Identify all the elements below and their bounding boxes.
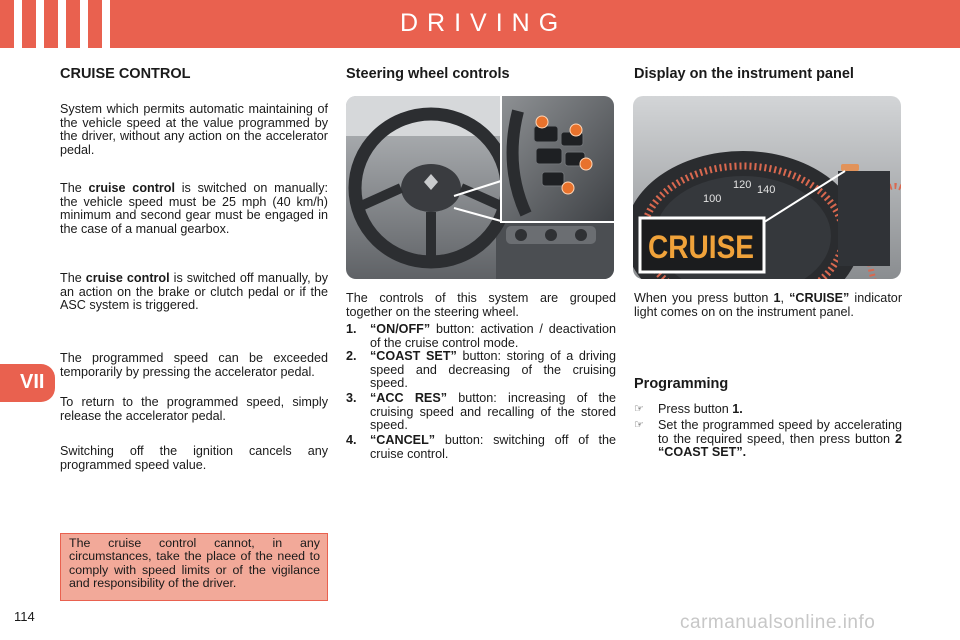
instrument-panel-photo: [633, 96, 901, 279]
chapter-tab-label: VII: [20, 371, 45, 393]
intro-paragraph: System which permits automatic maintaining of the vehicle speed at the value programmed by the driver, without any action on the accelerator pedal.: [60, 102, 328, 157]
bullet-item: [634, 419, 902, 460]
bullet-text: [658, 419, 902, 460]
text-run: The: [60, 181, 89, 195]
bullet-text: [658, 403, 902, 417]
header-stripe: [14, 0, 22, 48]
cruise-control-heading: CRUISE CONTROL: [60, 66, 191, 82]
button-label: “CANCEL”: [370, 433, 436, 447]
ignition-paragraph: Switching off the ignition cancels any programmed speed value.: [60, 444, 328, 472]
list-number: 3.: [346, 391, 357, 405]
bullet-item: [634, 403, 902, 417]
list-text: [370, 323, 616, 350]
button-description: button: switching off of the cruise control.: [370, 433, 616, 461]
text-run-bold: 2 “COAST SET”.: [658, 431, 902, 460]
list-text: [370, 434, 616, 461]
text-run: The: [60, 271, 86, 285]
header-stripe: [102, 0, 110, 48]
text-run-bold: 1: [773, 291, 781, 305]
switch-on-paragraph: [60, 182, 328, 236]
list-number: 1.: [346, 322, 357, 336]
text-run-bold: cruise control: [88, 181, 175, 195]
list-item: [346, 392, 616, 433]
button-label: “ACC RES”: [370, 391, 448, 405]
chapter-title: DRIVING: [400, 9, 568, 37]
gauge-label-140: 140: [757, 184, 776, 196]
list-item: [346, 434, 616, 461]
list-number: 2.: [346, 349, 357, 363]
button-description: button: storing of a driving speed and decreasing of the cruising speed.: [370, 349, 616, 391]
list-item: [346, 323, 616, 350]
button-description: button: activation / deactivation of the cruise control mode.: [370, 322, 616, 350]
button-label: “ON/OFF”: [370, 322, 431, 336]
button-description: button: increasing of the cruising speed and recalling of the stored speed.: [370, 391, 616, 433]
cruise-indicator-lamp: [841, 164, 859, 171]
pointing-hand-icon: ☞: [634, 419, 644, 431]
page-number: 114: [14, 609, 35, 624]
chapter-tab[interactable]: [0, 364, 55, 402]
pointing-hand-icon: ☞: [634, 403, 644, 415]
steering-wheel-photo: [346, 96, 614, 279]
header-stripe: [58, 0, 66, 48]
header-stripe: [80, 0, 88, 48]
text-run: ,: [780, 291, 790, 305]
text-run: When you press button: [634, 291, 774, 305]
text-run-bold: 1.: [732, 402, 743, 416]
warning-note: The cruise control cannot, in any circumstances, take the place of the need to comply with speed limits or of the vigilance and responsibility of the driver.: [60, 533, 328, 601]
switch-off-paragraph: [60, 272, 328, 313]
watermark: carmanualsonline.info: [680, 612, 876, 633]
text-run: indicator light comes on on the instrument panel.: [634, 291, 903, 319]
controls-intro: The controls of this system are grouped together on the steering wheel.: [346, 291, 616, 319]
text-run: is switched off manually, by an action on the brake or clutch pedal or if the ASC system is triggered.: [60, 271, 329, 313]
steering-controls-heading: Steering wheel controls: [346, 66, 510, 82]
programming-heading: Programming: [634, 376, 729, 392]
chapter-header: [0, 0, 960, 48]
return-paragraph: To return to the programmed speed, simply release the accelerator pedal.: [60, 395, 328, 423]
indicator-paragraph: [634, 292, 902, 319]
gauge-label-120: 120: [733, 179, 752, 191]
text-run: Press button: [658, 402, 733, 416]
list-item: [346, 350, 616, 391]
cruise-display-text: CRUISE: [648, 229, 754, 265]
instrument-panel-heading: Display on the instrument panel: [634, 66, 854, 82]
list-text: [370, 350, 616, 391]
list-text: [370, 392, 616, 433]
list-number: 4.: [346, 433, 357, 447]
text-run: is switched on manually: the vehicle speed must be 25 mph (40 km/h) minimum and second gear must be engaged in the case of a manual gearbox.: [60, 181, 329, 236]
button-label: “COAST SET”: [370, 349, 457, 363]
exceed-paragraph: The programmed speed can be exceeded temporarily by pressing the accelerator pedal.: [60, 351, 328, 379]
gauge-label-100: 100: [703, 193, 722, 205]
text-run-bold: “CRUISE”: [789, 291, 850, 305]
header-stripe: [36, 0, 44, 48]
text-run-bold: cruise control: [85, 271, 170, 285]
text-run: Set the programmed speed by accelerating to the required speed, then press button: [658, 418, 902, 446]
